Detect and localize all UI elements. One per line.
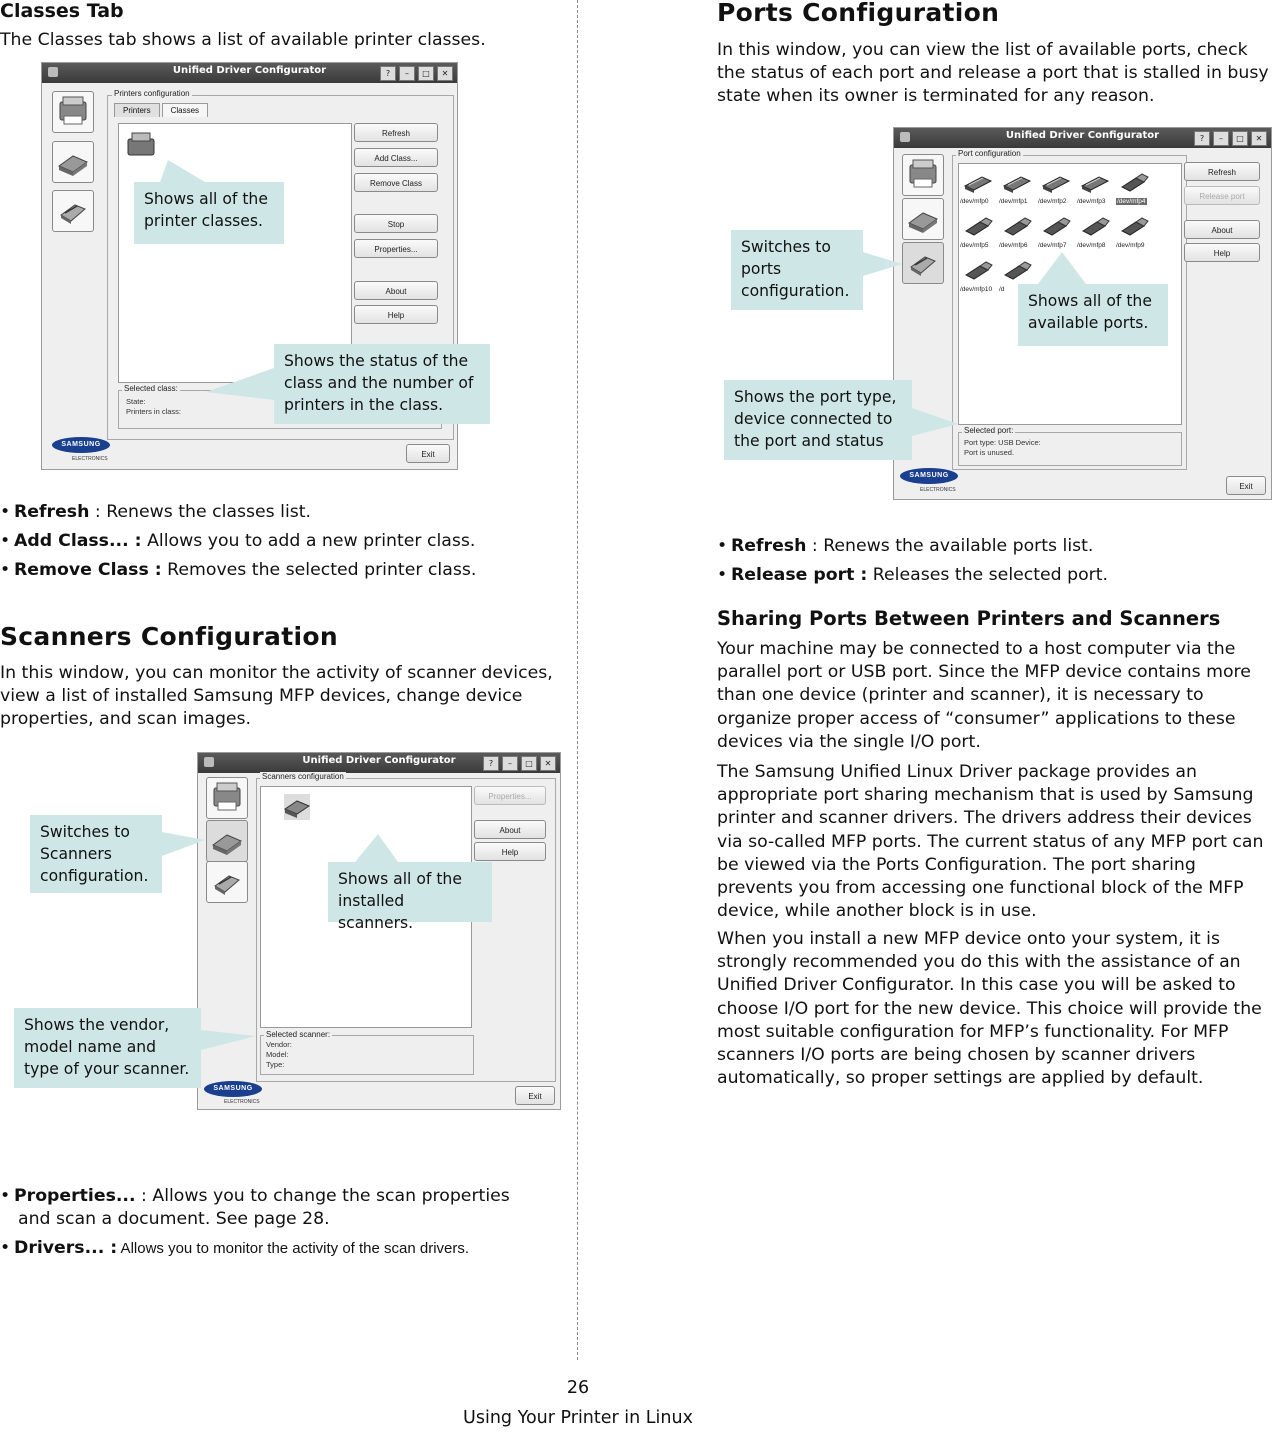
samsung-logo: SAMSUNG — [204, 1081, 262, 1097]
tab-classes[interactable]: Classes — [162, 103, 208, 117]
window-title: Unified Driver Configurator — [302, 755, 456, 766]
port-label: /dev/mfp1 — [999, 198, 1028, 205]
about-button[interactable]: About — [474, 820, 546, 839]
close-icon[interactable]: ✕ — [540, 756, 556, 771]
usb-port-icon — [1001, 216, 1033, 238]
usb-port-icon — [1001, 260, 1033, 282]
properties-button[interactable]: Properties... — [354, 239, 438, 258]
maximize-icon[interactable]: □ — [418, 66, 434, 81]
minimize-icon[interactable]: – — [1213, 131, 1229, 146]
port-label: /dev/mfp2 — [1038, 198, 1067, 205]
printer-config-icon[interactable] — [206, 777, 248, 819]
help-icon[interactable]: ? — [1194, 131, 1210, 146]
bullet-ports-refresh: • Refresh : Renews the available ports list. — [717, 536, 1094, 556]
bullet-drivers: • Drivers... : Allows you to monitor the activity of the scan drivers. — [0, 1238, 470, 1258]
sharing-paragraph-2: The Samsung Unified Linux Driver package provides an appropriate port sharing mechanism that is used by Samsung printer and scanner drivers. The drivers address their devices via so-called MFP ports. The current status of any MFP port can be viewed via the Ports Configuration. The port sharing prevents you from accessing one functional block of the MFP device, while another block is in use. — [717, 762, 1264, 922]
help-button[interactable]: Help — [1184, 243, 1260, 262]
ports-heading: Ports Configuration — [717, 0, 1000, 27]
port-config-icon[interactable] — [902, 242, 944, 284]
sharing-paragraph-1: Your machine may be connected to a host computer via the parallel port or USB port. Since the MFP device contains more than one device (printer and scanner), it is necessary to organize proper access of “consumer” applications to these devices via the single I/O port. — [717, 639, 1251, 752]
close-icon[interactable]: ✕ — [1251, 131, 1267, 146]
samsung-logo: SAMSUNG — [900, 468, 958, 484]
maximize-icon[interactable]: □ — [1232, 131, 1248, 146]
exit-button[interactable]: Exit — [515, 1086, 555, 1105]
port-config-icon[interactable] — [52, 190, 94, 232]
callout-switch-ports: Switches to ports configuration. — [731, 230, 863, 310]
tab-printers[interactable]: Printers — [114, 103, 160, 117]
exit-button[interactable]: Exit — [406, 444, 450, 463]
port-label: /dev/mfp5 — [960, 242, 989, 249]
port-item[interactable] — [960, 256, 999, 300]
bullet-remove-class: • Remove Class : Removes the selected printer class. — [0, 560, 477, 580]
help-button[interactable]: Help — [474, 842, 546, 861]
about-button[interactable]: About — [1184, 220, 1260, 239]
port-config-icon[interactable] — [206, 861, 248, 903]
close-icon[interactable]: ✕ — [437, 66, 453, 81]
classes-tab-heading: Classes Tab — [0, 0, 124, 22]
port-label: /dev/mfp4 — [1117, 198, 1146, 205]
scanner-device-icon[interactable] — [281, 791, 313, 823]
refresh-button[interactable]: Refresh — [354, 123, 438, 142]
minimize-icon[interactable]: – — [502, 756, 518, 771]
minimize-icon[interactable]: – — [399, 66, 415, 81]
help-button[interactable]: Help — [354, 305, 438, 324]
port-label: /dev/mfp0 — [960, 198, 989, 205]
callout-installed-scanners: Shows all of the installed scanners. — [328, 862, 492, 922]
selected-class-label: Selected class: — [124, 384, 178, 393]
printers-in-class-field: Printers in class: — [126, 407, 182, 416]
port-item[interactable] — [1077, 168, 1116, 212]
usb-port-icon — [1040, 216, 1072, 238]
title-bar — [894, 128, 1271, 148]
classes-intro: The Classes tab shows a list of available printer classes. — [0, 30, 486, 50]
maximize-icon[interactable]: □ — [521, 756, 537, 771]
type-field: Type: — [266, 1060, 285, 1069]
usb-port-icon — [1079, 216, 1111, 238]
parallel-port-icon — [962, 172, 994, 194]
callout-port-details: Shows the port type, device connected to the port and status — [724, 380, 912, 460]
callout-class-status: Shows the status of the class and the number of printers in the class. — [274, 344, 490, 424]
port-status-field: Port is unused. — [964, 448, 1015, 457]
scanners-heading: Scanners Configuration — [0, 622, 338, 651]
port-item[interactable] — [1116, 212, 1155, 256]
callout-printer-classes: Shows all of the printer classes. — [134, 182, 284, 244]
port-item[interactable] — [960, 212, 999, 256]
bullet-properties: • Properties... : Allows you to change the scan properties — [0, 1186, 510, 1206]
selected-scanner-label: Selected scanner: — [266, 1030, 331, 1039]
help-icon[interactable]: ? — [380, 66, 396, 81]
model-field: Model: — [266, 1050, 289, 1059]
add-class-button[interactable]: Add Class... — [354, 148, 438, 167]
about-button[interactable]: About — [354, 281, 438, 300]
state-field: State: — [126, 397, 146, 406]
title-bar — [42, 63, 457, 83]
parallel-port-icon — [1079, 172, 1111, 194]
properties-button[interactable]: Properties... — [474, 786, 546, 805]
bullet-release-port: • Release port : Releases the selected port. — [717, 565, 1109, 585]
port-item[interactable] — [1077, 212, 1116, 256]
release-port-button[interactable]: Release port — [1184, 186, 1260, 205]
stop-button[interactable]: Stop — [354, 214, 438, 233]
port-label: /d — [999, 286, 1005, 293]
frame-label: Scanners configuration — [262, 772, 344, 781]
frame-label: Port configuration — [958, 149, 1021, 158]
usb-port-icon — [962, 216, 994, 238]
window-title: Unified Driver Configurator — [172, 65, 327, 76]
port-label: /dev/mfp7 — [1038, 242, 1067, 249]
help-icon[interactable]: ? — [483, 756, 499, 771]
page-number: 26 — [566, 1378, 590, 1398]
port-item[interactable] — [1038, 168, 1077, 212]
port-item[interactable] — [960, 168, 999, 212]
port-item[interactable] — [999, 168, 1038, 212]
port-item[interactable] — [999, 212, 1038, 256]
printer-config-icon[interactable] — [902, 154, 944, 196]
callout-switch-scanners: Switches to Scanners configuration. — [30, 815, 162, 893]
port-item[interactable] — [1116, 168, 1155, 212]
frame-label: Printers configuration — [114, 89, 190, 98]
ports-intro: In this window, you can view the list of available ports, check the status of each port and release a port that is stalled in busy state when its owner is terminated for any reason. — [717, 40, 1269, 107]
refresh-button[interactable]: Refresh — [1184, 162, 1260, 181]
selected-port-label: Selected port: — [964, 426, 1014, 435]
column-divider — [577, 0, 578, 1360]
sharing-paragraph-3: When you install a new MFP device onto your system, it is strongly recommended you do this with the assistance of an Unified Driver Configurator. In this case you will be asked to choose I/O port for the new device. This choice will provide the most suitable configuration for MFP’s functionality. For MFP scanners I/O ports are being chosen by scanner drivers automatically, so proper settings are applied by default. — [717, 929, 1262, 1089]
window-title: Unified Driver Configurator — [1005, 130, 1160, 141]
samsung-logo: SAMSUNG — [52, 437, 110, 453]
port-item[interactable] — [1038, 212, 1077, 256]
bullet-add-class: • Add Class... : Allows you to add a new printer class. — [0, 531, 476, 551]
vendor-field: Vendor: — [266, 1040, 292, 1049]
remove-class-button[interactable]: Remove Class — [354, 173, 438, 192]
port-label: /dev/mfp10 — [960, 286, 993, 293]
port-label: /dev/mfp6 — [999, 242, 1028, 249]
scanner-config-icon[interactable] — [52, 141, 94, 183]
printer-config-icon[interactable] — [52, 91, 94, 133]
samsung-logo-sub: ELECTRONICS — [920, 487, 956, 493]
exit-button[interactable]: Exit — [1226, 476, 1266, 495]
usb-port-icon — [1118, 216, 1150, 238]
scanners-intro: In this window, you can monitor the activity of scanner devices, view a list of installed Samsung MFP devices, change device properties, and scan images. — [0, 663, 553, 730]
selected-scanner-frame — [260, 1035, 474, 1075]
scanner-config-icon[interactable] — [902, 198, 944, 240]
port-label: /dev/mfp9 — [1116, 242, 1145, 249]
usb-port-icon — [1118, 172, 1150, 194]
callout-available-ports: Shows all of the available ports. — [1018, 284, 1168, 346]
title-bar — [198, 753, 560, 773]
samsung-logo-sub: ELECTRONICS — [72, 456, 108, 462]
bullet-refresh: • Refresh : Renews the classes list. — [0, 502, 312, 522]
bullet-properties-cont: and scan a document. See page 28. — [18, 1209, 330, 1229]
samsung-logo-sub: ELECTRONICS — [224, 1099, 260, 1105]
sharing-heading: Sharing Ports Between Printers and Scanners — [717, 607, 1221, 630]
parallel-port-icon — [1001, 172, 1033, 194]
port-label: /dev/mfp3 — [1077, 198, 1106, 205]
usb-port-icon — [962, 260, 994, 282]
running-title: Using Your Printer in Linux — [463, 1408, 693, 1428]
printer-class-icon[interactable] — [125, 130, 159, 162]
port-type-field: Port type: USB Device: — [964, 438, 1041, 447]
scanner-config-icon[interactable] — [206, 820, 248, 862]
parallel-port-icon — [1040, 172, 1072, 194]
callout-scanner-details: Shows the vendor, model name and type of your scanner. — [14, 1008, 201, 1088]
port-label: /dev/mfp8 — [1077, 242, 1106, 249]
